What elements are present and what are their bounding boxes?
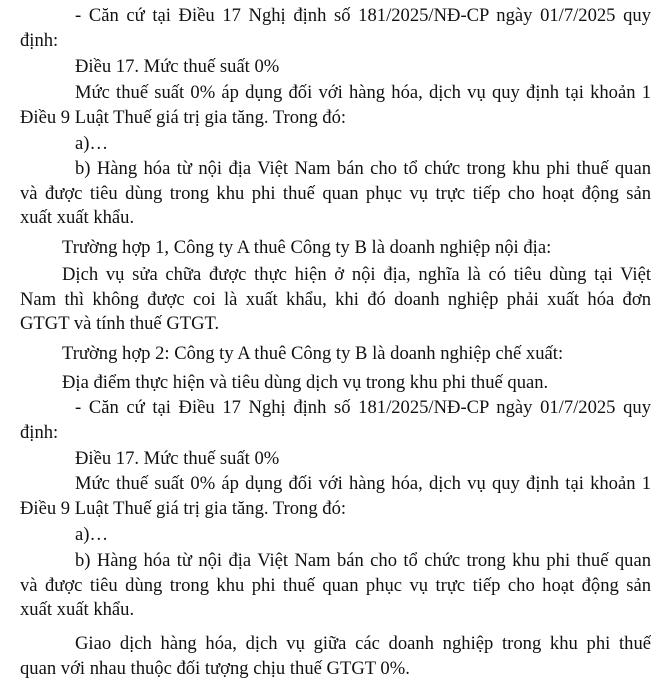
doc-line-11: Dịch vụ sửa chữa được thực hiện ở nội địa, nghĩa là có tiêu dùng tại Việt (62, 264, 651, 285)
doc-line-9: xuất xuất khẩu. (20, 207, 135, 228)
doc-line-13: GTGT và tính thuế GTGT. (20, 313, 220, 334)
doc-line-8: và được tiêu dùng trong khu phi thuế quan phục vụ trực tiếp cho hoạt động sản (20, 183, 651, 204)
doc-line-19: Mức thuế suất 0% áp dụng đối với hàng hóa, dịch vụ quy định tại khoản 1 (75, 473, 651, 494)
doc-line-7: b) Hàng hóa từ nội địa Việt Nam bán cho tổ chức trong khu phi thuế quan (75, 158, 651, 179)
doc-line-25: Giao dịch hàng hóa, dịch vụ giữa các doanh nghiệp trong khu phi thuế (75, 633, 651, 654)
doc-line-4: Mức thuế suất 0% áp dụng đối với hàng hóa, dịch vụ quy định tại khoản 1 (75, 82, 651, 103)
doc-line-14: Trường hợp 2: Công ty A thuê Công ty B là doanh nghiệp chế xuất: (62, 343, 564, 364)
doc-line-21: a)… (75, 524, 109, 545)
doc-line-24: xuất xuất khẩu. (20, 599, 135, 620)
doc-line-16: - Căn cứ tại Điều 17 Nghị định số 181/2025/NĐ-CP ngày 01/7/2025 quy (75, 397, 651, 418)
doc-line-15: Địa điểm thực hiện và tiêu dùng dịch vụ trong khu phi thuế quan. (62, 372, 549, 393)
doc-line-12: Nam thì không được coi là xuất khẩu, khi đó doanh nghiệp phải xuất hóa đơn (20, 289, 651, 310)
doc-line-17: định: (20, 422, 59, 443)
doc-line-18: Điều 17. Mức thuế suất 0% (75, 448, 280, 469)
doc-line-20: Điều 9 Luật Thuế giá trị gia tăng. Trong đó: (20, 498, 347, 519)
doc-line-6: a)… (75, 133, 109, 154)
doc-line-3: Điều 17. Mức thuế suất 0% (75, 56, 280, 77)
doc-line-22: b) Hàng hóa từ nội địa Việt Nam bán cho tổ chức trong khu phi thuế quan (75, 550, 651, 571)
doc-line-5: Điều 9 Luật Thuế giá trị gia tăng. Trong đó: (20, 107, 347, 128)
doc-line-10: Trường hợp 1, Công ty A thuê Công ty B là doanh nghiệp nội địa: (62, 237, 552, 258)
doc-line-1: - Căn cứ tại Điều 17 Nghị định số 181/2025/NĐ-CP ngày 01/7/2025 quy (75, 5, 651, 26)
doc-line-2: định: (20, 30, 59, 51)
doc-line-23: và được tiêu dùng trong khu phi thuế quan phục vụ trực tiếp cho hoạt động sản (20, 575, 651, 596)
doc-line-26: quan với nhau thuộc đối tượng chịu thuế GTGT 0%. (20, 658, 410, 679)
